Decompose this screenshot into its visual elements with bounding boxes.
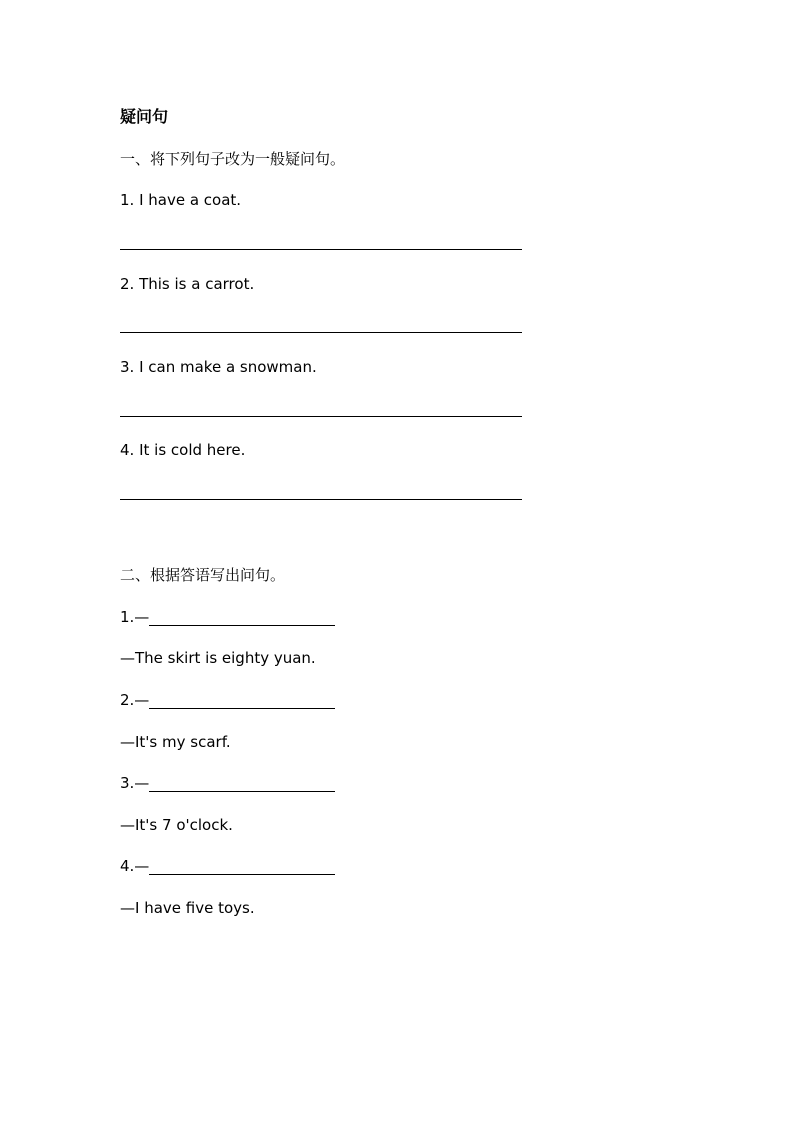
section2-answer-4: —I have five toys. xyxy=(120,899,255,917)
section1-item-3: 3. I can make a snowman. xyxy=(120,358,317,376)
question-blank-3[interactable] xyxy=(149,791,335,792)
question-prefix: 3.— xyxy=(120,774,150,792)
question-prefix: 1.— xyxy=(120,608,150,626)
section2-question-4 xyxy=(120,856,335,876)
question-prefix: 2.— xyxy=(120,691,150,709)
page-title: 疑问句 xyxy=(120,107,169,126)
question-blank-1[interactable] xyxy=(149,625,335,626)
question-prefix: 4.— xyxy=(120,857,150,875)
answer-line-1[interactable] xyxy=(120,249,522,250)
section2-question-2 xyxy=(120,690,335,710)
answer-line-3[interactable] xyxy=(120,416,522,417)
section2-answer-2: —It's my scarf. xyxy=(120,733,231,751)
section1-item-2: 2. This is a carrot. xyxy=(120,275,255,293)
section2-question-3 xyxy=(120,773,335,793)
section2-answer-1: —The skirt is eighty yuan. xyxy=(120,649,316,667)
section2-question-1 xyxy=(120,607,335,627)
section1-item-4: 4. It is cold here. xyxy=(120,441,246,459)
section2-answer-3: —It's 7 o'clock. xyxy=(120,816,233,834)
section1-heading: 一、将下列句子改为一般疑问句。 xyxy=(120,150,346,168)
question-blank-2[interactable] xyxy=(149,708,335,709)
section2-heading: 二、根据答语写出问句。 xyxy=(120,566,286,584)
answer-line-4[interactable] xyxy=(120,499,522,500)
question-blank-4[interactable] xyxy=(149,874,335,875)
answer-line-2[interactable] xyxy=(120,332,522,333)
section1-item-1: 1. I have a coat. xyxy=(120,191,242,209)
